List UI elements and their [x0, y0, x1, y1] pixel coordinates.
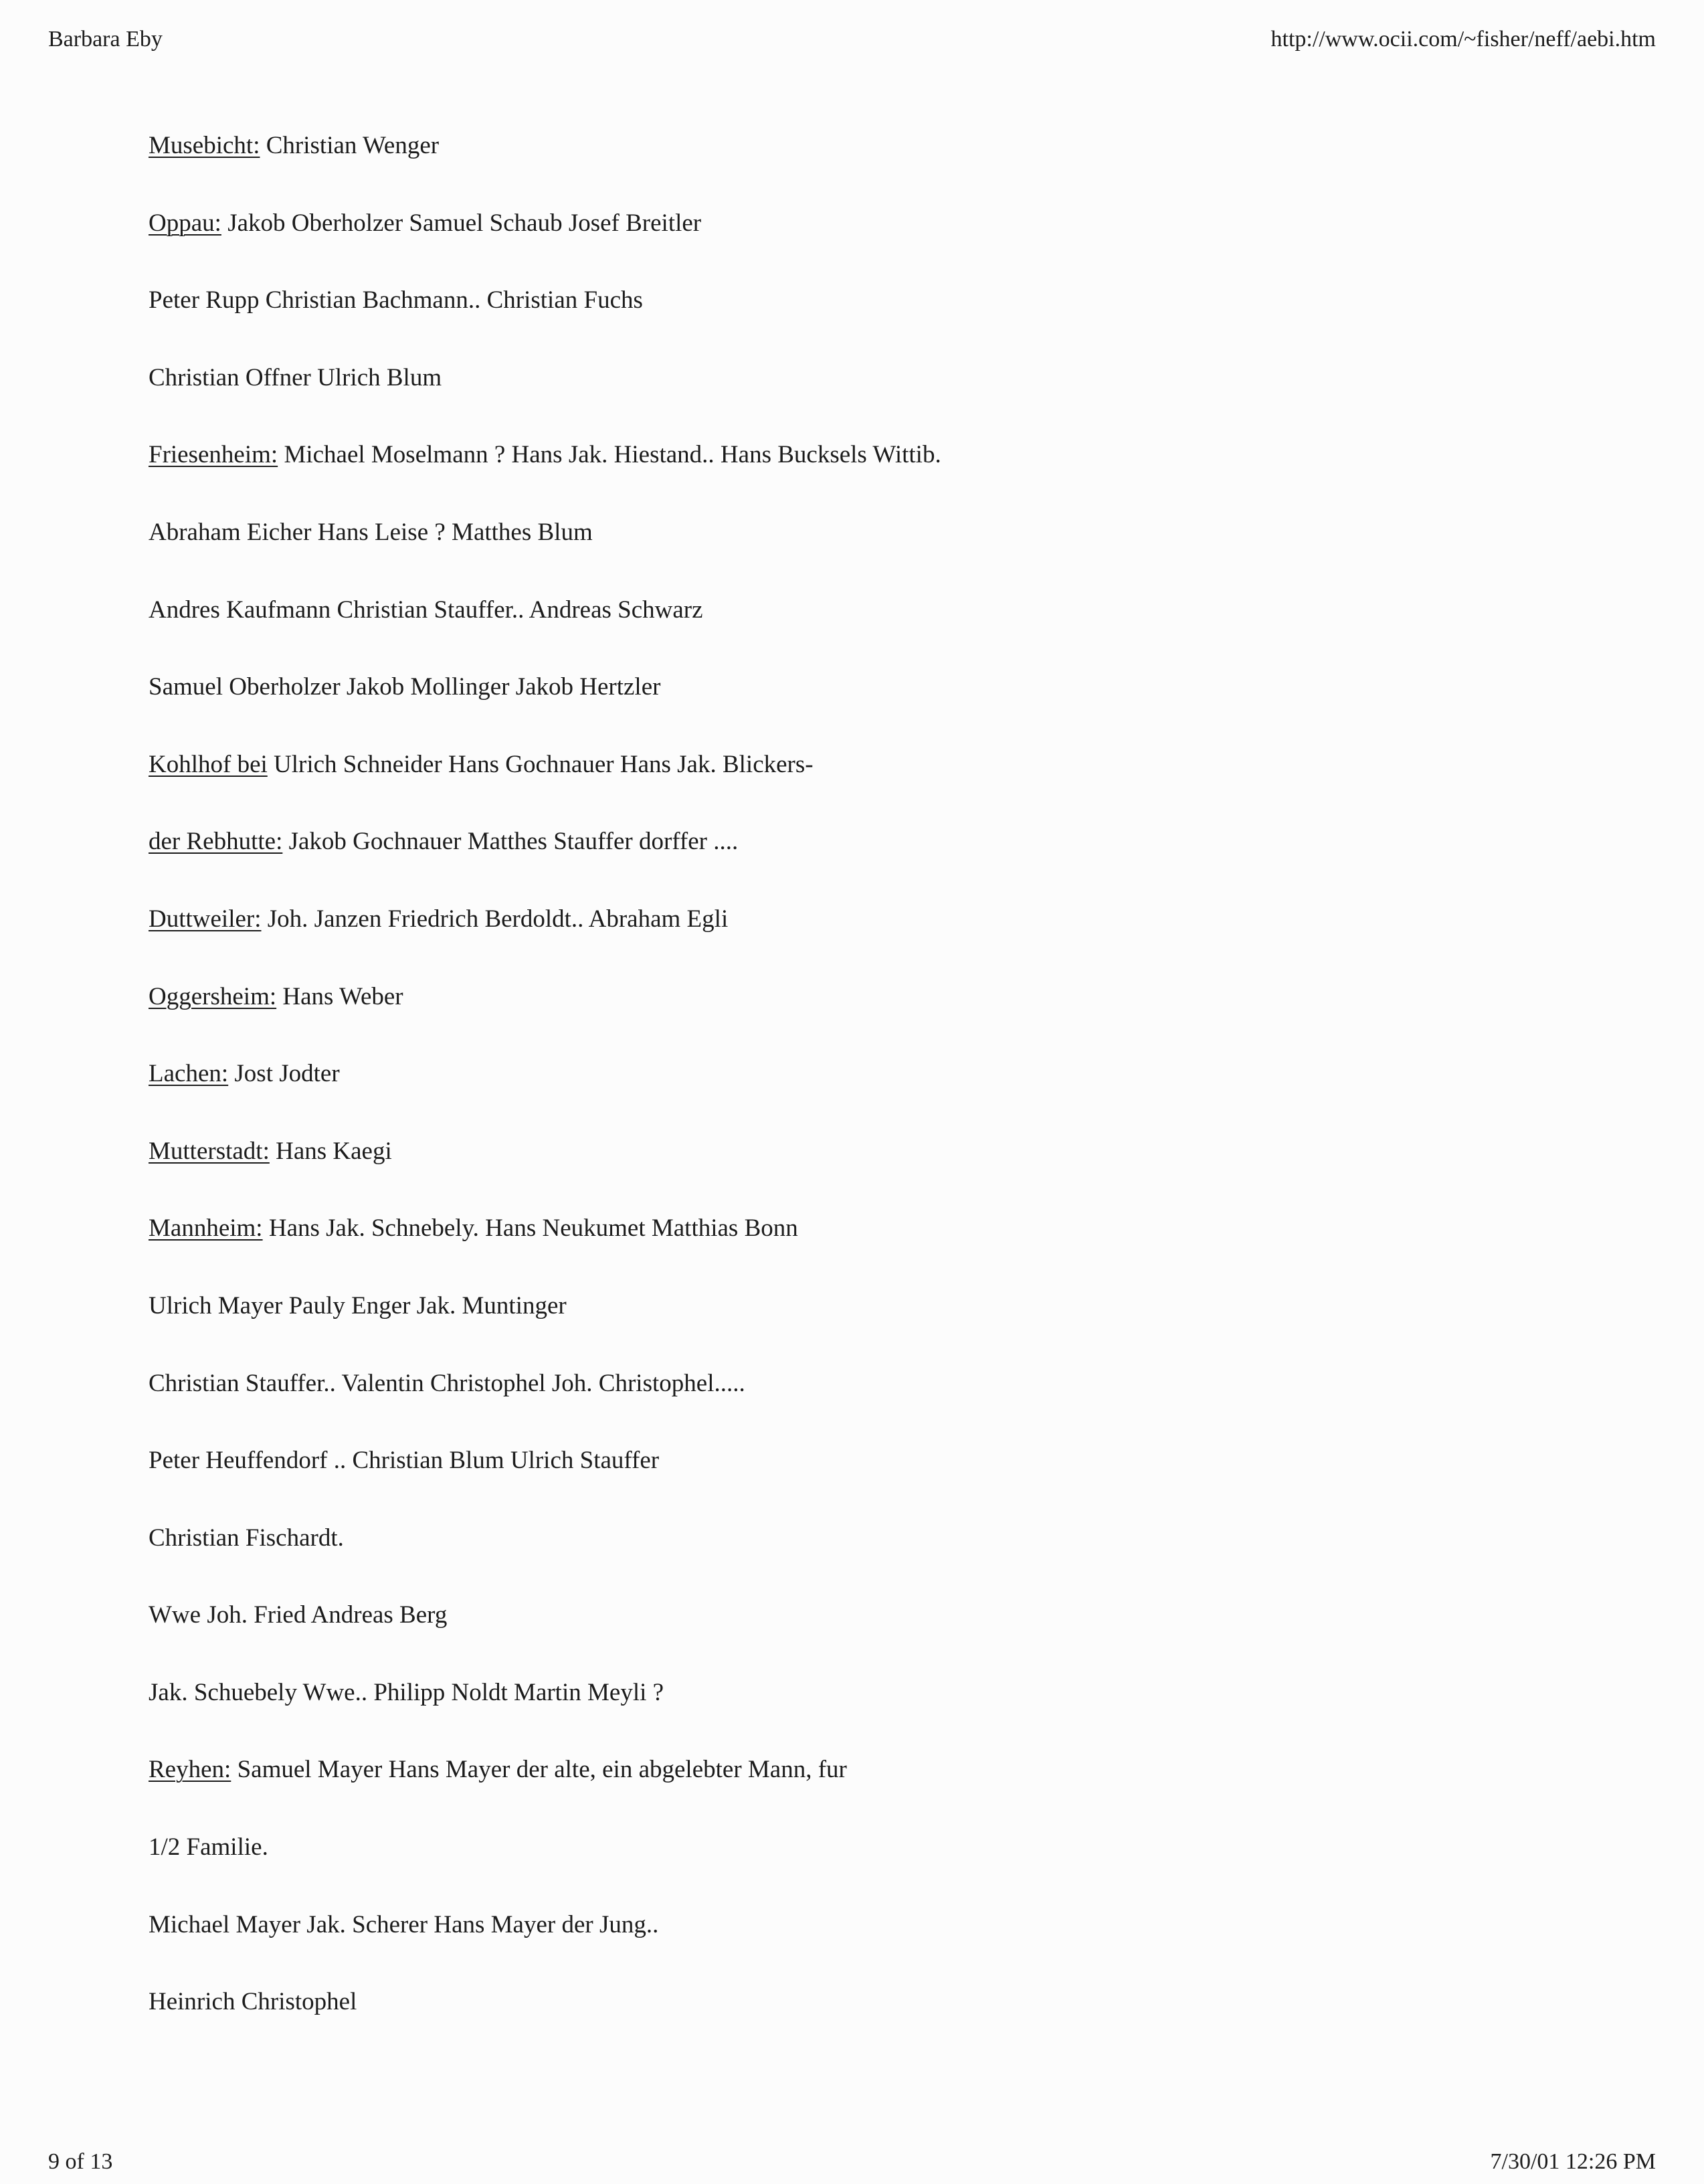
list-line [149, 750, 1587, 780]
family-names: Hans Kaegi [276, 1137, 392, 1165]
list-line [149, 1214, 1587, 1243]
family-names: Michael Mayer Jak. Scherer Hans Mayer der Jung.. [149, 1910, 659, 1938]
family-names: Christian Offner Ulrich Blum [149, 363, 442, 391]
list-line [149, 209, 1587, 238]
list-line [149, 1137, 1587, 1166]
place-name: Oggersheim: [149, 982, 277, 1010]
family-names: Ulrich Schneider Hans Gochnauer Hans Jak. Blickers- [274, 750, 814, 778]
family-names: Christian Wenger [266, 132, 440, 159]
family-names: Heinrich Christophel [149, 1988, 357, 2016]
family-names: Samuel Mayer Hans Mayer der alte, ein abgelebter Mann, fur [237, 1756, 847, 1784]
family-names: Jost Jodter [234, 1060, 340, 1088]
place-name: Musebicht: [149, 132, 260, 159]
family-names: Jak. Schuebely Wwe.. Philipp Noldt Martin Meyli ? [149, 1678, 664, 1706]
family-names: 1/2 Familie. [149, 1833, 268, 1861]
place-name: Kohlhof bei [149, 750, 268, 778]
list-line [149, 1601, 1587, 1630]
list-line [149, 1910, 1587, 1940]
header-title: Barbara Eby [48, 27, 163, 52]
list-line [149, 1987, 1587, 2017]
place-name: der Rebhutte: [149, 828, 283, 856]
family-names: Joh. Janzen Friedrich Berdoldt.. Abraham Egli [267, 905, 729, 933]
list-line [149, 131, 1587, 161]
list-line [149, 1678, 1587, 1708]
list-line [149, 982, 1587, 1012]
list-line [149, 286, 1587, 315]
family-names: Samuel Oberholzer Jakob Mollinger Jakob Hertzler [149, 673, 661, 701]
list-line [149, 596, 1587, 625]
family-names: Hans Jak. Schnebely. Hans Neukumet Matthias Bonn [268, 1214, 798, 1243]
list-line [149, 1833, 1587, 1862]
family-names: Peter Heuffendorf .. Christian Blum Ulrich Stauffer [149, 1447, 660, 1475]
place-name: Duttweiler: [149, 905, 262, 933]
list-line [149, 518, 1587, 547]
family-names: Wwe Joh. Fried Andreas Berg [149, 1601, 448, 1629]
list-line [149, 1524, 1587, 1553]
family-names: Abraham Eicher Hans Leise ? Matthes Blum [149, 518, 593, 546]
family-names: Michael Moselmann ? Hans Jak. Hiestand.. Hans Bucksels Wittib. [284, 441, 941, 469]
family-names: Christian Fischardt. [149, 1524, 344, 1552]
list-line [149, 672, 1587, 702]
list-line [149, 1059, 1587, 1089]
family-names: Jakob Oberholzer Samuel Schaub Josef Breitler [227, 209, 702, 237]
family-names: Peter Rupp Christian Bachmann.. Christian Fuchs [149, 286, 643, 314]
family-names: Andres Kaufmann Christian Stauffer.. Andreas Schwarz [149, 596, 703, 624]
family-names: Ulrich Mayer Pauly Enger Jak. Muntinger [149, 1291, 567, 1320]
list-line [149, 1369, 1587, 1398]
place-name: Mannheim: [149, 1214, 263, 1243]
family-names: Christian Stauffer.. Valentin Christophel Joh. Christophel..... [149, 1369, 745, 1397]
place-name: Friesenheim: [149, 441, 278, 469]
family-names: Hans Weber [282, 982, 403, 1010]
place-name: Lachen: [149, 1060, 229, 1088]
place-name: Reyhen: [149, 1756, 231, 1784]
page-number: 9 of 13 [48, 2149, 113, 2174]
list-line [149, 827, 1587, 856]
list-line [149, 363, 1587, 393]
place-name: Oppau: [149, 209, 221, 237]
list-line [149, 1446, 1587, 1475]
print-timestamp: 7/30/01 12:26 PM [1490, 2149, 1656, 2174]
family-names: Jakob Gochnauer Matthes Stauffer dorffer .... [288, 828, 739, 856]
list-line [149, 1291, 1587, 1321]
list-line [149, 440, 1587, 470]
place-name: Mutterstadt: [149, 1137, 270, 1165]
page-header [48, 27, 1656, 52]
list-line [149, 905, 1587, 934]
list-line [149, 1755, 1587, 1785]
header-url: http://www.ocii.com/~fisher/neff/aebi.htm [1270, 27, 1656, 52]
document-body [149, 131, 1587, 2065]
page-footer [48, 2149, 1656, 2175]
